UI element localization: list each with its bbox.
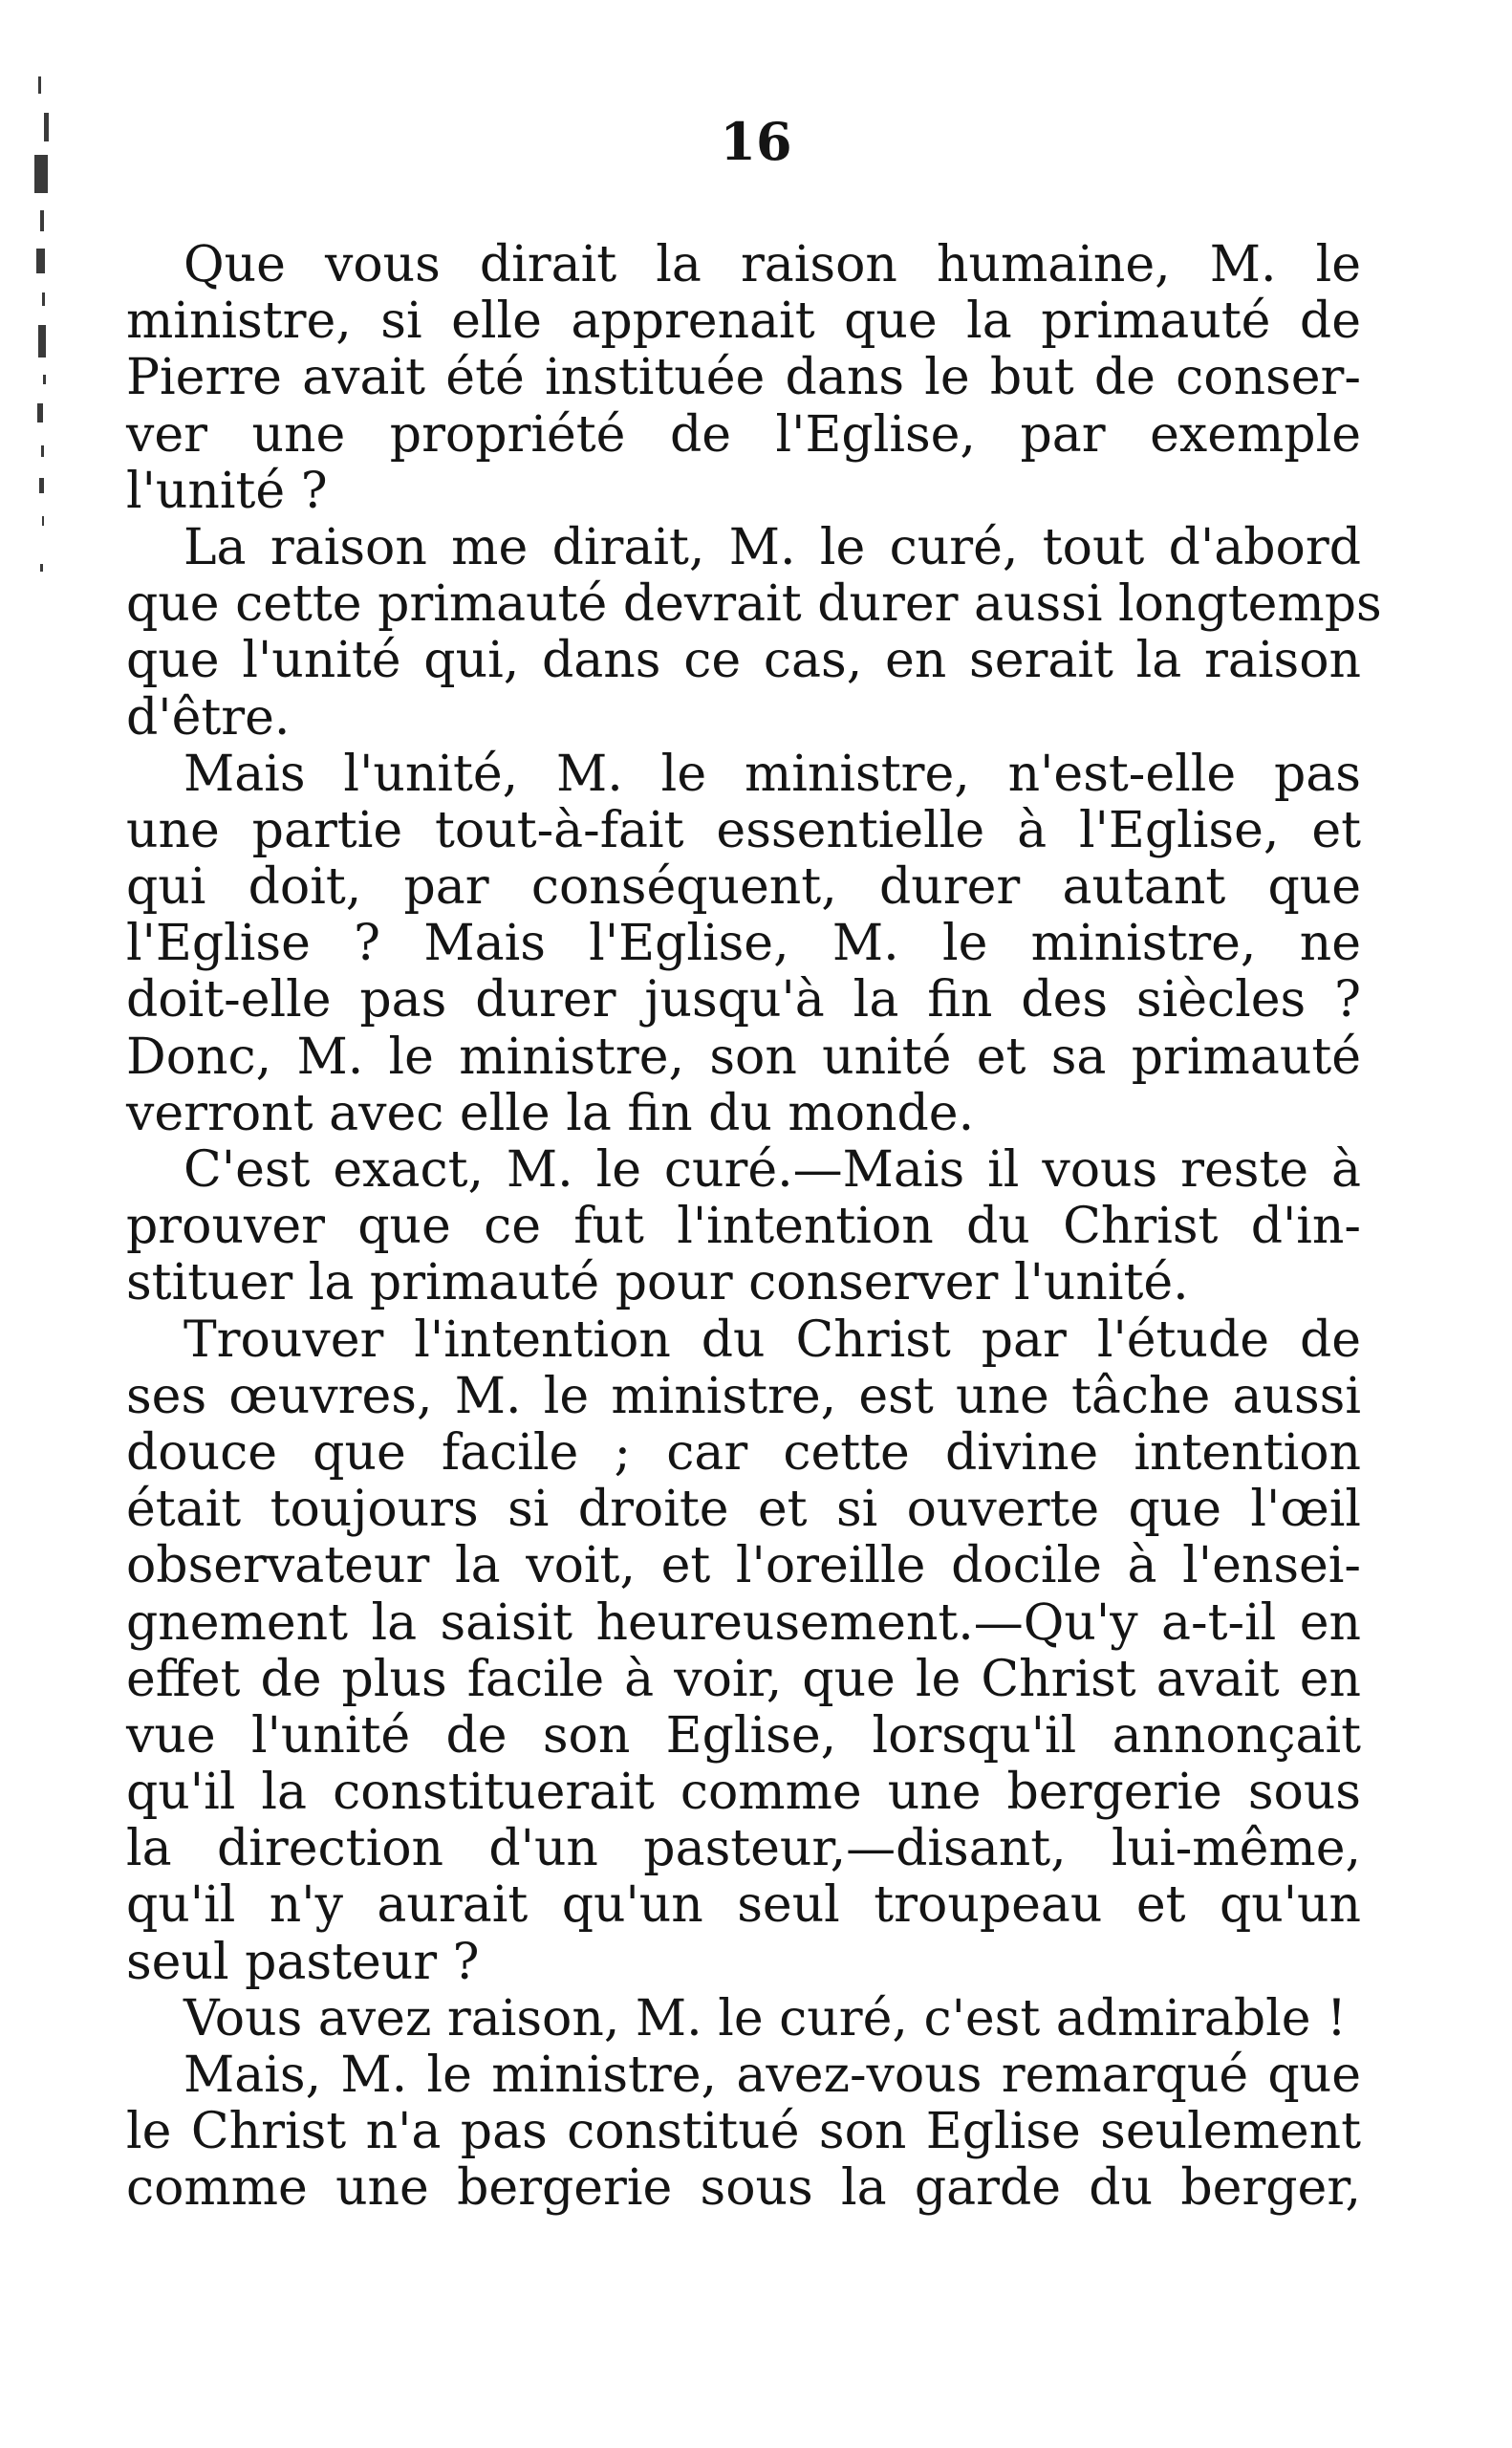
text-line: ministre, si elle apprenait que la primauté de (126, 292, 1361, 351)
text-line: Mais l'unité, M. le ministre, n'est-elle pas (184, 745, 1361, 803)
text-line: qui doit, par conséquent, durer autant que (126, 858, 1361, 917)
text-line: Donc, M. le ministre, son unité et sa primauté (126, 1028, 1361, 1086)
text-line: l'Eglise ? Mais l'Eglise, M. le ministre, ne (126, 915, 1361, 973)
text-line: La raison me dirait, M. le curé, tout d'abord (184, 518, 1361, 576)
text-line: effet de plus facile à voir, que le Christ avait en (126, 1650, 1361, 1708)
text-line: la direction d'un pasteur,—disant, lui-même, (126, 1820, 1361, 1878)
text-line: qu'il n'y aurait qu'un seul troupeau et qu'un (126, 1876, 1361, 1935)
text-line: douce que facile ; car cette divine intention (126, 1423, 1361, 1482)
text-line: C'est exact, M. le curé.—Mais il vous reste à (184, 1141, 1361, 1199)
text-line: une partie tout-à-fait essentielle à l'Eglise, et (126, 801, 1361, 859)
text-line: gnement la saisit heureusement.—Qu'y a-t-il en (126, 1593, 1361, 1652)
text-line: était toujours si droite et si ouverte que l'œil (126, 1481, 1361, 1539)
text-line: Trouver l'intention du Christ par l'étude de (184, 1311, 1361, 1369)
text-line: d'être. (126, 688, 291, 747)
page-number: 16 (720, 111, 792, 172)
text-line: Vous avez raison, M. le curé, c'est admirable ! (184, 1989, 1347, 2047)
text-line: verront avec elle la fin du monde. (126, 1084, 975, 1142)
text-line: Mais, M. le ministre, avez-vous remarqué que (184, 2047, 1361, 2104)
text-line: ses œuvres, M. le ministre, est une tâche aussi (126, 1367, 1361, 1425)
text-line: le Christ n'a pas constitué son Eglise seulement (126, 2103, 1361, 2161)
body-text (126, 236, 1382, 2218)
text-line: Pierre avait été instituée dans le but de conser- (126, 349, 1361, 407)
text-line: vue l'unité de son Eglise, lorsqu'il annonçait (126, 1706, 1361, 1765)
text-line: que l'unité qui, dans ce cas, en serait la raison (126, 632, 1361, 690)
text-line: stituer la primauté pour conserver l'unité. (126, 1254, 1189, 1312)
text-line: ver une propriété de l'Eglise, par exemple (126, 405, 1361, 464)
text-line: comme une bergerie sous la garde du berger, (126, 2159, 1361, 2218)
text-line: observateur la voit, et l'oreille docile à l'ensei- (126, 1537, 1361, 1595)
text-line: qu'il la constituerait comme une bergerie sous (126, 1764, 1361, 1822)
text-line: doit-elle pas durer jusqu'à la fin des siècles ? (126, 971, 1361, 1029)
text-line: que cette primauté devrait durer aussi longtemps (126, 575, 1382, 634)
text-line: prouver que ce fut l'intention du Christ d'in- (126, 1198, 1361, 1256)
text-line: seul pasteur ? (126, 1933, 480, 1991)
text-line: Que vous dirait la raison humaine, M. le (184, 236, 1361, 293)
text-line: l'unité ? (126, 462, 328, 520)
